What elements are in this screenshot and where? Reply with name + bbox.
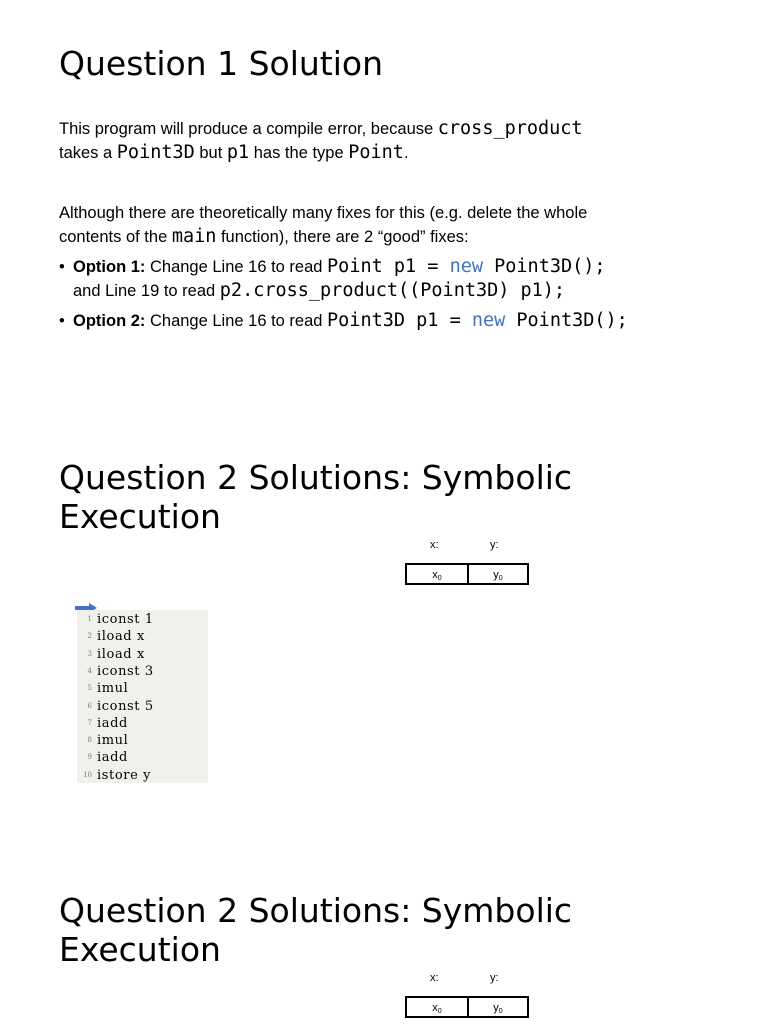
option-2-code-b: Point3D();: [505, 310, 628, 331]
option-1-text: Change Line 16 to read: [145, 258, 328, 276]
instruction: iadd: [97, 715, 128, 731]
option-2-bullet: [59, 309, 759, 333]
line-number: 7: [87, 718, 92, 727]
q1-p1-text-3: but: [194, 144, 227, 162]
code-line: [77, 628, 208, 645]
code-point: Point: [348, 142, 404, 163]
code-line: [77, 732, 208, 749]
q2a-y-label: y:: [490, 539, 499, 551]
line-number: 9: [87, 753, 92, 762]
bytecode-listing: [77, 610, 208, 783]
code-line: [77, 715, 208, 732]
instruction: iconst 3: [97, 663, 154, 679]
line-number: 5: [87, 684, 92, 693]
code-cross-product: cross_product: [437, 118, 583, 139]
instruction: istore y: [97, 767, 152, 783]
instruction: iconst 1: [97, 612, 154, 627]
q2b-title-line-1: Question 2 Solutions: Symbolic: [59, 891, 573, 930]
option-1-code-a: Point p1 =: [327, 256, 450, 277]
q2b-x-label: x:: [430, 972, 439, 984]
option-1-text-2: and Line 19 to read: [73, 282, 220, 300]
q2b-title-line-2: Execution: [59, 930, 221, 969]
line-number: 6: [87, 701, 92, 710]
q2a-title-line-2: Execution: [59, 497, 221, 536]
instruction: iconst 5: [97, 698, 154, 714]
code-line: [77, 663, 208, 680]
q2b-title: [59, 891, 739, 969]
q2a-variable-table: [405, 563, 529, 585]
line-number: 10: [83, 770, 92, 779]
option-2-keyword-new: new: [471, 310, 506, 331]
code-p1: p1: [226, 142, 250, 163]
option-1-label: Option 1:: [73, 258, 146, 276]
code-line: [77, 767, 208, 784]
line-number: 1: [87, 615, 92, 623]
q1-p1-text-2: takes a: [59, 144, 117, 162]
instruction: iload x: [97, 629, 145, 645]
q2b-variable-table: [405, 996, 529, 1018]
instruction: imul: [97, 733, 129, 749]
code-line: [77, 680, 208, 697]
bullet-dot: •: [59, 312, 65, 330]
code-main: main: [171, 226, 217, 247]
q1-title: Question 1 Solution: [59, 44, 384, 83]
q1-p1-text-5: .: [403, 144, 409, 162]
q2a-x-cell: $x_0$: [432, 569, 442, 582]
bullet-dot: •: [59, 258, 65, 276]
q1-fixes-intro: [59, 202, 749, 249]
line-number: 4: [87, 666, 92, 675]
option-2-code-a: Point3D p1 =: [327, 310, 472, 331]
instruction: iadd: [97, 750, 128, 766]
code-line: [77, 611, 208, 628]
q1-explanation: [59, 117, 749, 165]
option-1-keyword-new: new: [449, 256, 483, 277]
code-line: [77, 749, 208, 766]
q2a-title-line-1: Question 2 Solutions: Symbolic: [59, 458, 573, 497]
line-number: 3: [87, 649, 92, 658]
q1-p1-text-4: has the type: [249, 144, 349, 162]
option-1-code-b: Point3D();: [483, 256, 606, 277]
q1-p2-text-1: Although there are theoretically many fixes for this (e.g. delete the whole: [59, 204, 588, 222]
code-line: [77, 698, 208, 715]
q2a-title: [59, 458, 739, 536]
instruction: iload x: [97, 646, 145, 662]
line-number: 2: [87, 632, 92, 641]
option-1-bullet: [59, 255, 759, 303]
option-2-label: Option 2:: [73, 312, 146, 330]
q2a-y-cell: $y_0$: [467, 565, 527, 583]
code-point3d: Point3D: [116, 142, 195, 163]
option-1-code-c: p2.cross_product((Point3D) p1);: [219, 280, 566, 301]
line-number: 8: [87, 736, 92, 745]
q2b-y-label: y:: [490, 972, 499, 984]
q1-p2-text-2: contents of the: [59, 228, 172, 246]
q2b-x-cell: $x_0$: [432, 1002, 442, 1015]
option-2-text: Change Line 16 to read: [145, 312, 328, 330]
code-line: [77, 646, 208, 663]
q1-p1-text-1: This program will produce a compile error, because: [59, 120, 438, 138]
q2a-x-label: x:: [430, 539, 439, 551]
q1-p2-text-3: function), there are 2 “good” fixes:: [216, 228, 469, 246]
q2b-y-cell: $y_0$: [467, 998, 527, 1016]
instruction: imul: [97, 681, 129, 697]
